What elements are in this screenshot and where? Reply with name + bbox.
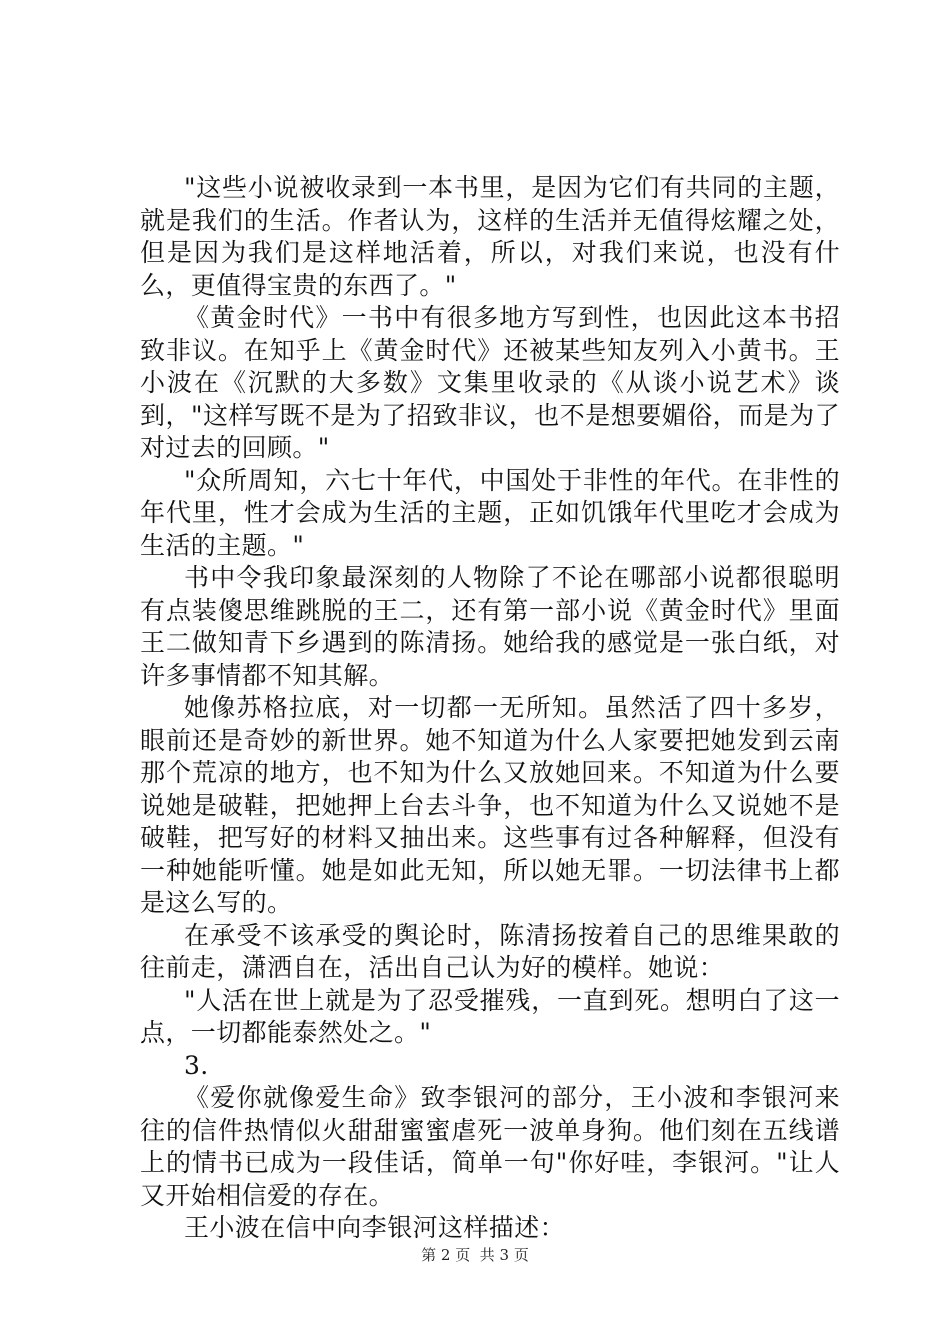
page-number-label: 第 2 页 共 3 页	[421, 1246, 529, 1264]
page-footer	[0, 1245, 950, 1265]
paragraph-quote-endure: "人活在世上就是为了忍受摧残，一直到死。想明白了这一点，一切都能泰然处之。"	[140, 985, 840, 1047]
paragraph-love-letters: 《爱你就像爱生命》致李银河的部分，王小波和李银河来往的信件热情似火甜甜蜜蜜虐死一波单身狗。他们刻在五线谱上的情书已成为一段佳话，简单一句"你好哇，李银河。"让人又开始相信爱的存在。	[140, 1083, 840, 1210]
paragraph-quote-non-sexual-era: "众所周知，六七十年代，中国处于非性的年代。在非性的年代里，性才会成为生活的主题，正如饥饿年代里吃才会成为生活的主题。"	[140, 465, 840, 560]
paragraph-golden-age-controversy: 《黄金时代》一书中有很多地方写到性，也因此这本书招致非议。在知乎上《黄金时代》还被某些知友列入小黄书。王小波在《沉默的大多数》文集里收录的《从谈小说艺术》谈到，"这样写既不是为了招致非议，也不是想要媚俗，而是为了对过去的回顾。"	[140, 303, 840, 462]
paragraph-letter-description: 王小波在信中向李银河这样描述：	[184, 1213, 566, 1242]
paragraph-quote-life-theme: "这些小说被收录到一本书里，是因为它们有共同的主题，就是我们的生活。作者认为，这样的生活并无值得炫耀之处，但是因为我们是这样地活着，所以，对我们来说，也没有什么，更值得宝贵的东西了。"	[140, 173, 840, 300]
body-text	[140, 172, 840, 1245]
paragraph-socrates: 她像苏格拉底，对一切都一无所知。虽然活了四十多岁，眼前还是奇妙的新世界。她不知道为什么人家要把她发到云南那个荒凉的地方，也不知为什么又放她回来。不知道为什么要说她是破鞋，把她押上台去斗争，也不知道为什么又说她不是破鞋，把写好的材料又抽出来。这些事有过各种解释，但没有一种她能听懂。她是如此无知，所以她无罪。一切法律书上都是这么写的。	[140, 693, 840, 917]
paragraph-chen-qingyang-intro: 书中令我印象最深刻的人物除了不论在哪部小说都很聪明有点装傻思维跳脱的王二，还有第一部小说《黄金时代》里面王二做知青下乡遇到的陈清扬。她给我的感觉是一张白纸，对许多事情都不知其解。	[140, 563, 840, 690]
section-number: 3.	[184, 1050, 209, 1080]
paragraph-bearing-opinion: 在承受不该承受的舆论时，陈清扬按着自己的思维果敢的往前走，潇洒自在，活出自己认为好的模样。她说：	[140, 920, 840, 982]
